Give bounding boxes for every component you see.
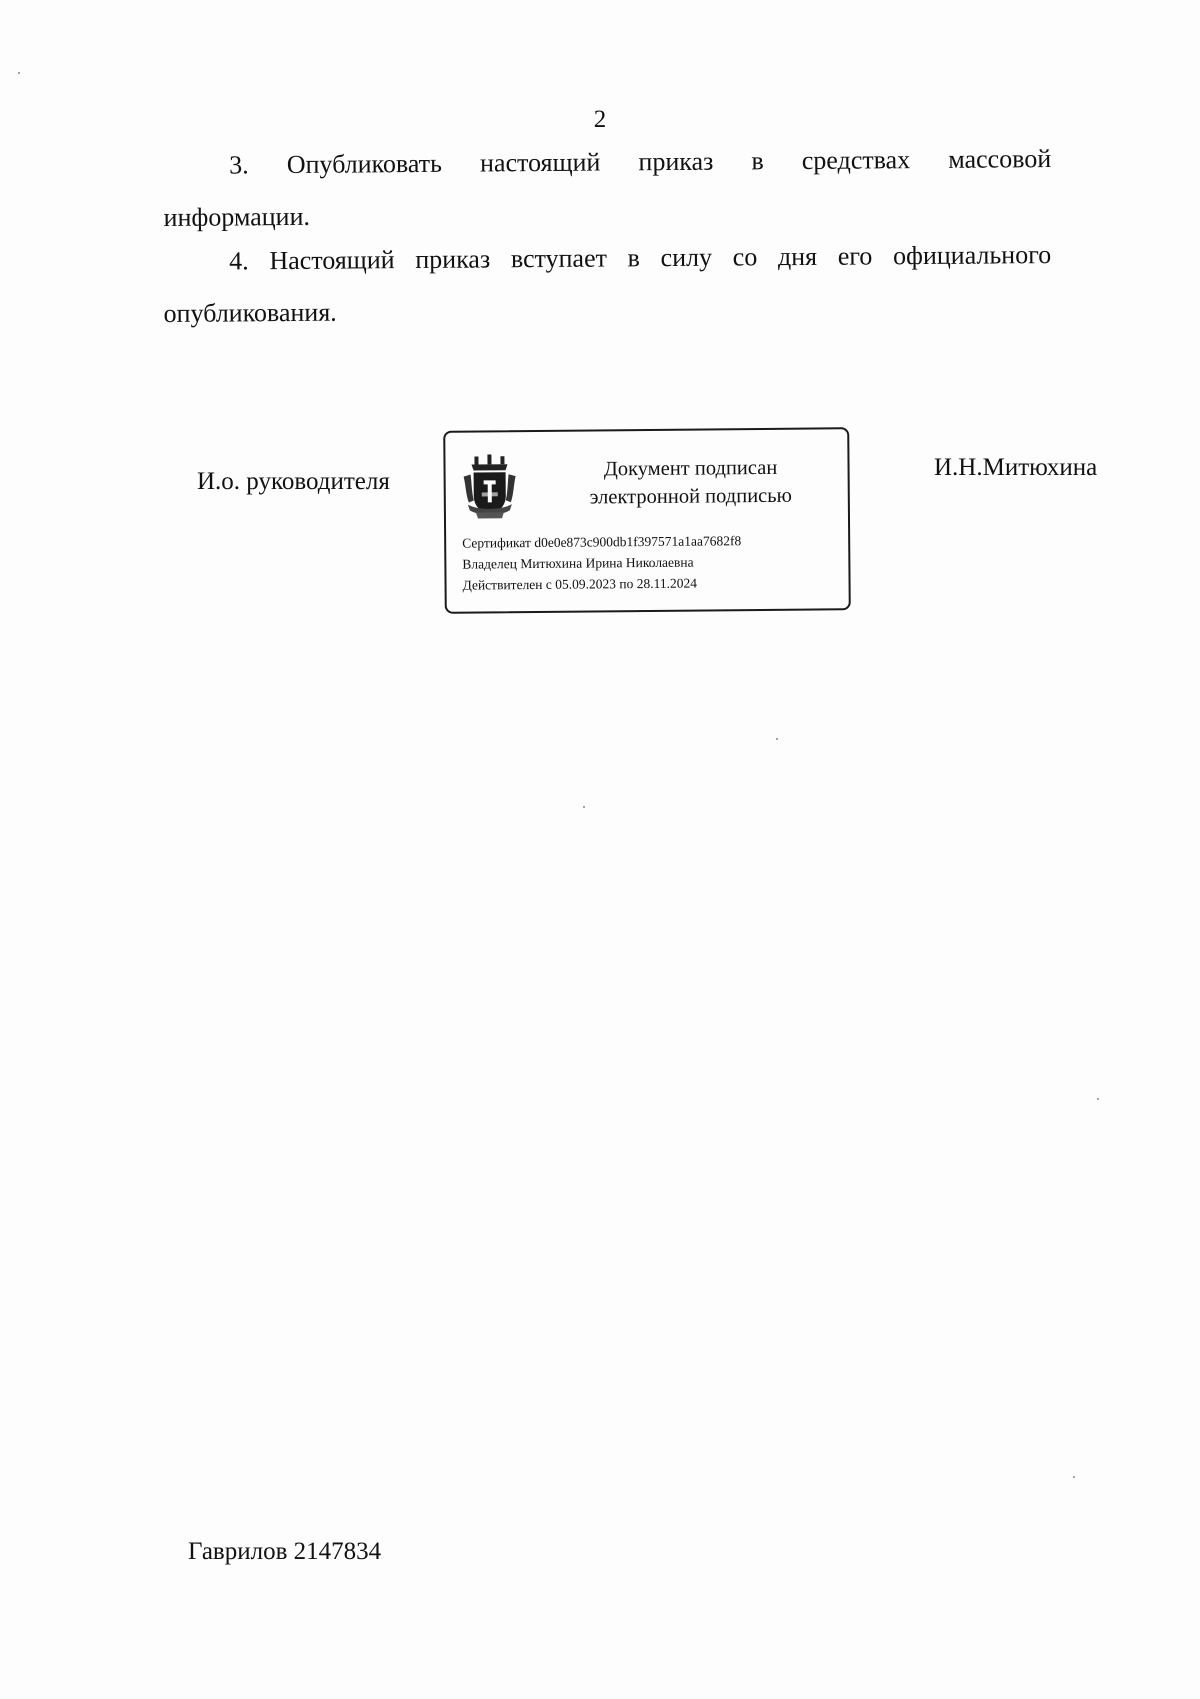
- stamp-owner: Владелец Митюхина Ирина Николаевна: [462, 554, 694, 572]
- electronic-signature-stamp: [443, 427, 851, 614]
- signer-position: И.о. руководителя: [197, 468, 390, 495]
- paragraph-3-line-1: 3. Опубликовать настоящий приказ в средствах массовой: [229, 144, 1052, 180]
- stamp-details: [462, 530, 742, 595]
- signer-name: И.Н.Митюхина: [934, 454, 1098, 481]
- scan-speck: [583, 806, 585, 808]
- coat-of-arms-icon: [461, 454, 518, 520]
- stamp-heading-line-2: электронной подписью: [589, 484, 792, 509]
- stamp-heading: [555, 453, 825, 511]
- paragraph-3: [163, 133, 1052, 244]
- paragraph-4: [163, 229, 1052, 340]
- stamp-heading-line-1: Документ подписан: [603, 456, 778, 481]
- paragraph-4-line-2: опубликования.: [163, 297, 337, 328]
- scan-speck: [18, 72, 20, 74]
- scan-speck: [1097, 1098, 1099, 1100]
- paragraph-4-line-1: 4. Настоящий приказ вступает в силу со дня его официального: [229, 240, 1052, 276]
- scan-speck: [776, 738, 778, 740]
- page-number: 2: [593, 106, 607, 133]
- stamp-certificate: Сертификат d0e0e873c900db1f397571a1aa7682f8: [462, 533, 742, 551]
- scan-speck: [1073, 1476, 1075, 1478]
- author-line: Гаврилов 2147834: [188, 1538, 382, 1565]
- stamp-validity: Действителен с 05.09.2023 по 28.11.2024: [462, 575, 698, 593]
- paragraph-3-line-2: информации.: [163, 201, 311, 232]
